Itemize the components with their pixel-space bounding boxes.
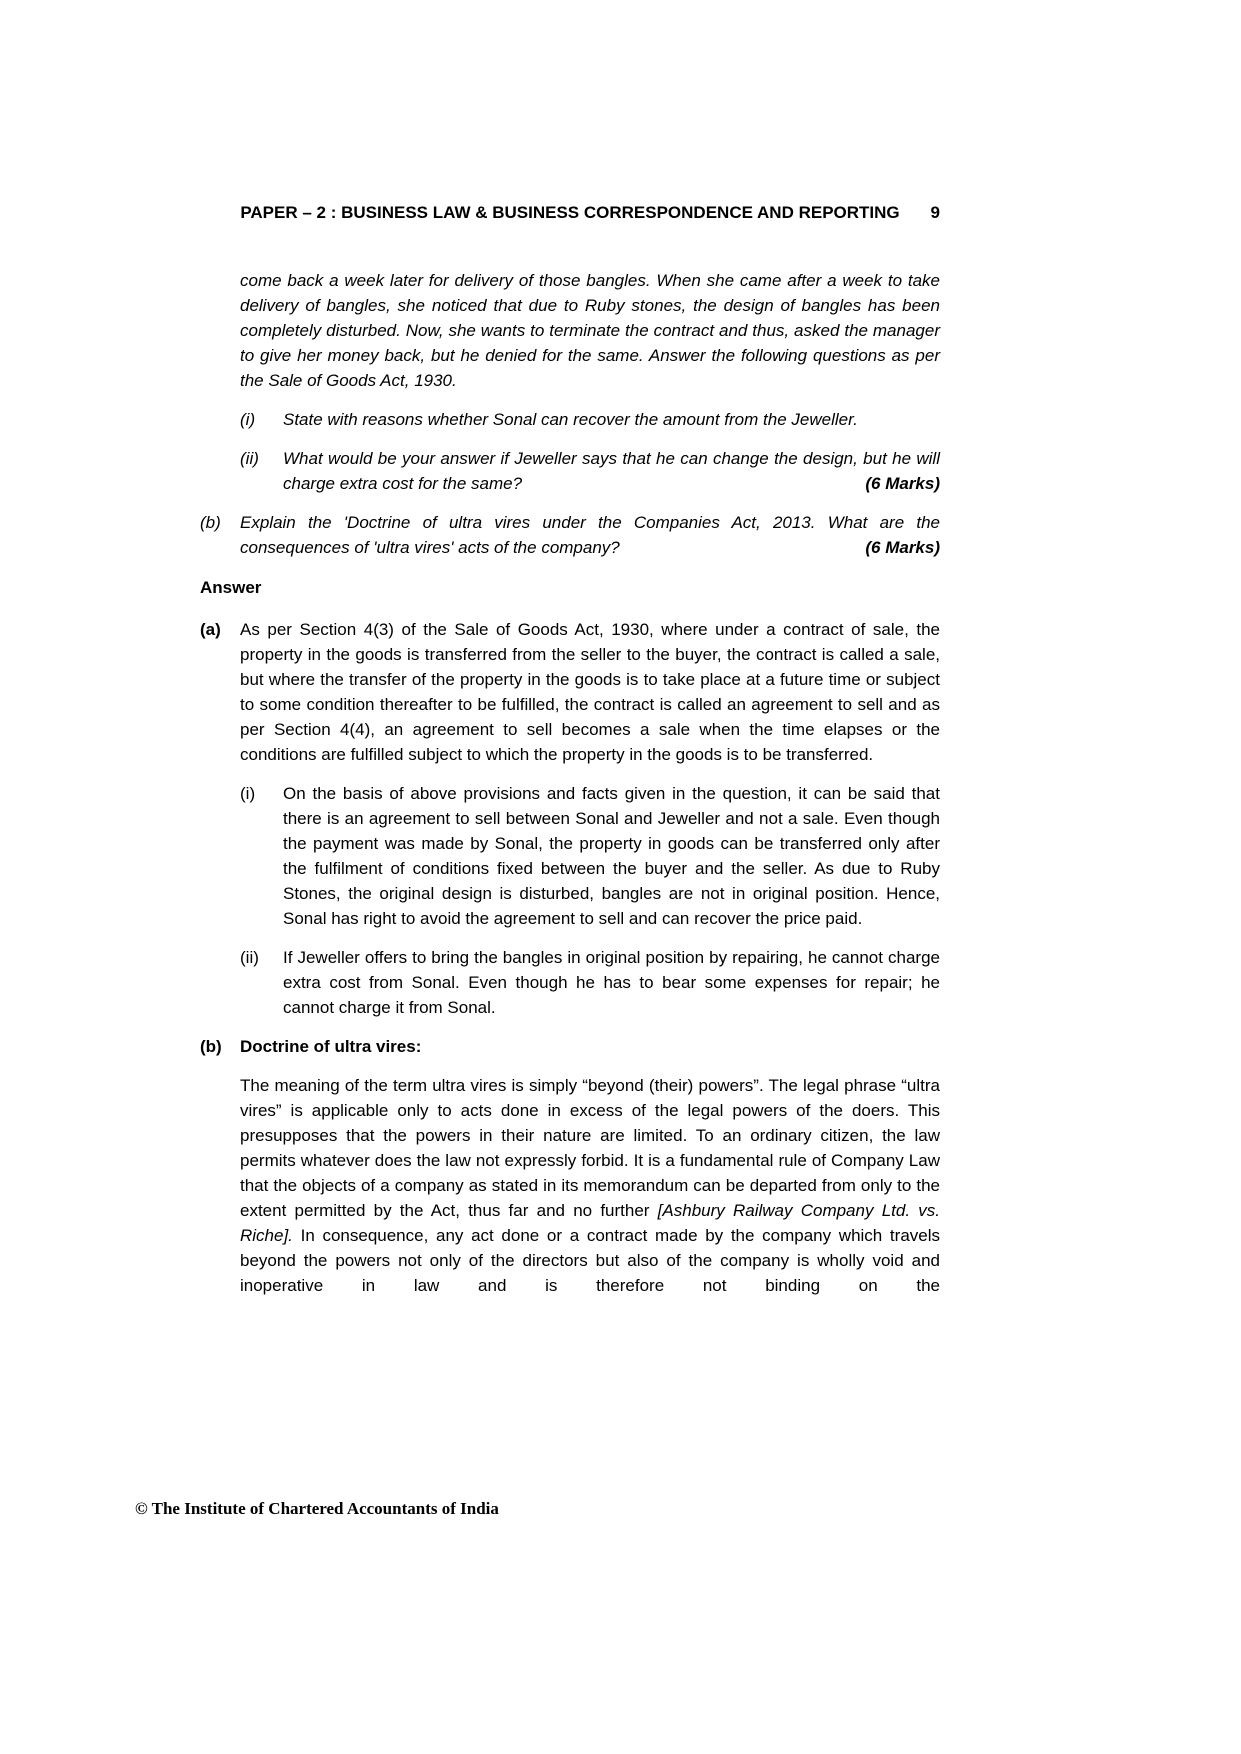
question-item-i	[240, 407, 940, 432]
question-part-b	[200, 510, 940, 560]
answer-part-b-paragraph	[240, 1073, 940, 1298]
answer-item-i	[240, 781, 940, 931]
answer-heading: Answer	[200, 578, 262, 597]
question-item-ii-body: What would be your answer if Jeweller says that he can change the design, but he will charge extra cost for the same?	[283, 449, 940, 493]
question-part-b-body: Explain the 'Doctrine of ultra vires under the Companies Act, 2013. What are the consequences of 'ultra vires' acts of the company?	[240, 513, 940, 557]
answer-item-ii-text: If Jeweller offers to bring the bangles in original position by repairing, he cannot charge extra cost from Sonal. Even though he has to bear some expenses for repair; he cannot charge it from Sonal.	[283, 948, 940, 1017]
question-item-i-text: State with reasons whether Sonal can recover the amount from the Jeweller.	[283, 410, 858, 429]
question-intro-paragraph: come back a week later for delivery of those bangles. When she came after a week to take delivery of bangles, she noticed that due to Ruby stones, the design of bangles has been completely disturbed. Now, she wants to terminate the contract and thus, asked the manager to give her money back, but he denied for the same. Answer the following questions as per the Sale of Goods Act, 1930.	[240, 271, 940, 390]
page-content	[200, 200, 940, 1312]
page-title: PAPER – 2 : BUSINESS LAW & BUSINESS CORRESPONDENCE AND REPORTING	[240, 203, 900, 222]
answer-item-ii	[240, 945, 940, 1020]
question-item-ii-label: (ii)	[240, 449, 259, 468]
answer-part-b-label: (b)	[200, 1037, 222, 1056]
answer-item-i-text: On the basis of above provisions and facts given in the question, it can be said that there is an agreement to sell between Sonal and Jeweller and not a sale. Even though the payment was made by Sonal, the property in goods can be transferred only after the fulfilment of conditions fixed between the buyer and the seller. As due to Ruby Stones, the original design is disturbed, bangles are not in original position. Hence, Sonal has right to avoid the agreement to sell and can recover the price paid.	[283, 784, 940, 928]
page-header	[200, 200, 940, 225]
answer-part-a-label: (a)	[200, 620, 221, 639]
question-item-ii-text	[283, 446, 940, 496]
marks-label: (6 Marks)	[855, 471, 940, 496]
question-part-b-text	[240, 510, 940, 560]
answer-item-i-label: (i)	[240, 784, 256, 803]
case-citation: [Ashbury Railway Company Ltd. vs. Riche].	[240, 1201, 940, 1245]
answer-part-b-text-after-citation: In consequence, any act done or a contract made by the company which travels beyond the powers not only of the directors but also of the company is wholly void and inoperative in law and is therefore not binding on the	[240, 1226, 940, 1295]
answer-part-b	[200, 1034, 940, 1059]
marks-label: (6 Marks)	[855, 535, 940, 560]
answer-part-b-text-before-citation: The meaning of the term ultra vires is simply “beyond (their) powers”. The legal phrase “ultra vires” is applicable only to acts done in excess of the legal powers of the doers. This presupposes that the powers in their nature are limited. To an ordinary citizen, the law permits whatever does the law not expressly forbid. It is a fundamental rule of Company Law that the objects of a company as stated in its memorandum can be departed from only to the extent permitted by the Act, thus far and no further	[240, 1076, 940, 1220]
answer-part-a-text: As per Section 4(3) of the Sale of Goods Act, 1930, where under a contract of sale, the property in the goods is transferred from the seller to the buyer, the contract is called a sale, but where the transfer of the property in the goods is to take place at a future time or subject to some condition thereafter to be fulfilled, the contract is called an agreement to sell and as per Section 4(4), an agreement to sell becomes a sale when the time elapses or the conditions are fulfilled subject to which the property in the goods is to be transferred.	[240, 620, 940, 764]
answer-part-b-heading: Doctrine of ultra vires:	[240, 1037, 422, 1056]
answer-part-a	[200, 617, 940, 767]
question-item-i-label: (i)	[240, 410, 256, 429]
page-number: 9	[930, 203, 940, 222]
question-item-ii	[240, 446, 940, 496]
footer-copyright: © The Institute of Chartered Accountants of India	[135, 1499, 499, 1518]
answer-item-ii-label: (ii)	[240, 948, 259, 967]
question-part-b-label: (b)	[200, 513, 221, 532]
